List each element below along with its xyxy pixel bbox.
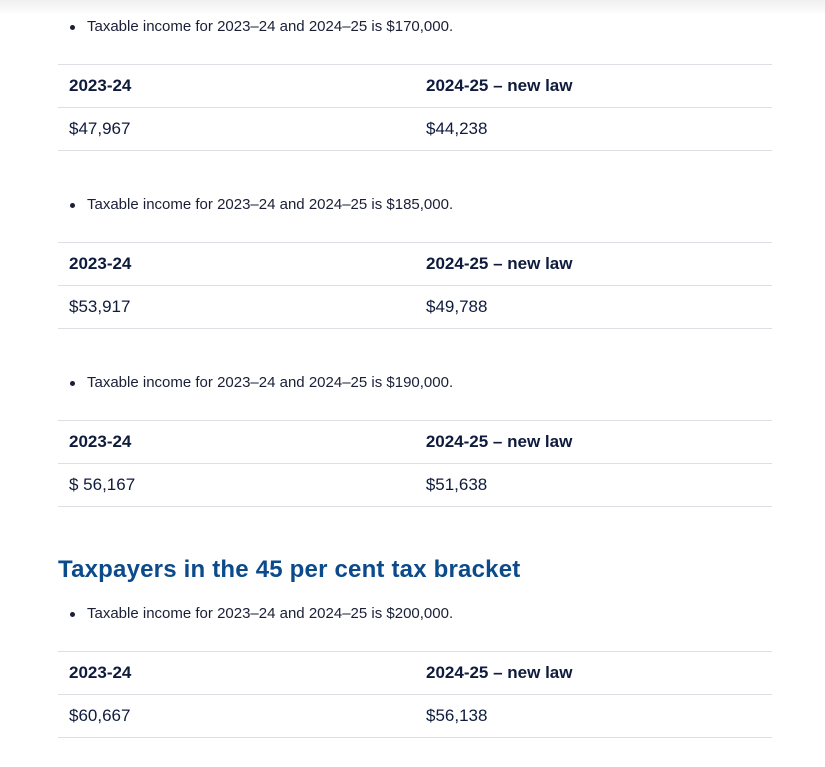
income-block-170000 (58, 17, 453, 37)
column-header-2023-24: 2023-24 (58, 243, 415, 286)
section-heading: Taxpayers in the 45 per cent tax bracket (58, 556, 521, 583)
tax-value-2024-25: $49,788 (415, 286, 772, 329)
bullet-item: Taxable income for 2023–24 and 2024–25 is $200,000. (58, 604, 453, 624)
income-block-200000 (58, 604, 453, 624)
table-header-row (58, 652, 772, 695)
column-header-2023-24: 2023-24 (58, 421, 415, 464)
header-shadow (0, 0, 825, 16)
tax-table (58, 420, 772, 507)
tax-value-2023-24: $60,667 (58, 695, 415, 738)
bullet-item: Taxable income for 2023–24 and 2024–25 is $185,000. (58, 195, 453, 215)
table-row (58, 695, 772, 738)
tax-value-2023-24: $53,917 (58, 286, 415, 329)
column-header-2024-25: 2024-25 – new law (415, 421, 772, 464)
column-header-2024-25: 2024-25 – new law (415, 65, 772, 108)
table-header-row (58, 65, 772, 108)
tax-value-2023-24: $ 56,167 (58, 464, 415, 507)
tax-table (58, 242, 772, 329)
column-header-2024-25: 2024-25 – new law (415, 652, 772, 695)
table-header-row (58, 243, 772, 286)
bullet-item: Taxable income for 2023–24 and 2024–25 is $170,000. (58, 17, 453, 37)
tax-value-2024-25: $44,238 (415, 108, 772, 151)
table-row (58, 108, 772, 151)
tax-value-2023-24: $47,967 (58, 108, 415, 151)
income-block-190000 (58, 373, 453, 393)
tax-table (58, 651, 772, 738)
bullet-item: Taxable income for 2023–24 and 2024–25 is $190,000. (58, 373, 453, 393)
tax-table (58, 64, 772, 151)
column-header-2024-25: 2024-25 – new law (415, 243, 772, 286)
column-header-2023-24: 2023-24 (58, 652, 415, 695)
table-row (58, 286, 772, 329)
tax-value-2024-25: $51,638 (415, 464, 772, 507)
income-block-185000 (58, 195, 453, 215)
table-header-row (58, 421, 772, 464)
table-row (58, 464, 772, 507)
column-header-2023-24: 2023-24 (58, 65, 415, 108)
tax-value-2024-25: $56,138 (415, 695, 772, 738)
